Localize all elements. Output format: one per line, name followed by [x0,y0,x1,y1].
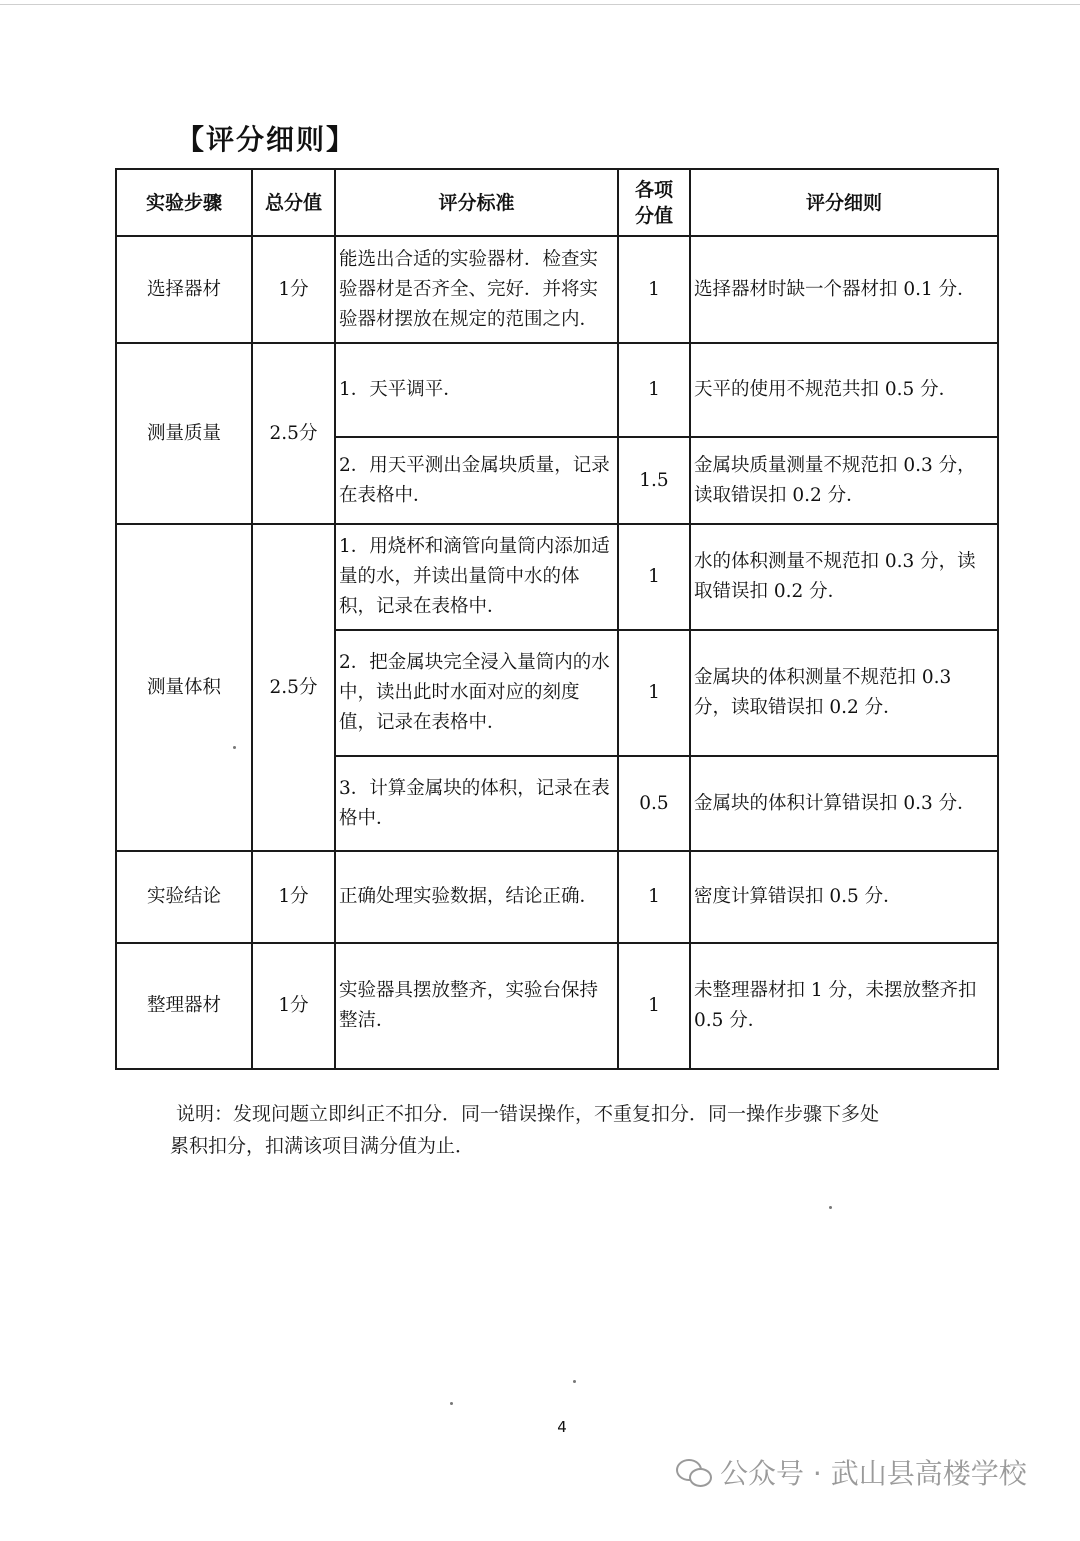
points-cell: 1 [618,630,690,756]
points-cell: 1 [618,943,690,1069]
points-cell: 1.5 [618,437,690,524]
step-cell: 测量质量 [116,343,252,524]
scan-speck [233,746,236,749]
note-line-1: 说明：发现问题立即纠正不扣分．同一错误操作，不重复扣分．同一操作步骤下多处 [176,1103,880,1125]
details-cell: 天平的使用不规范共扣 0.5 分． [690,343,998,437]
grading-table [115,168,999,1070]
section-title: 【评分细则】 [176,123,357,156]
criteria-cell: 能选出合适的实验器材．检查实验器材是否齐全、完好．并将实验器材摆放在规定的范围之内． [335,236,618,343]
step-cell: 测量体积 [116,524,252,851]
note-line-2: 累积扣分，扣满该项目满分值为止． [170,1135,475,1157]
points-cell: 1 [618,236,690,343]
scan-edge-line [0,4,1080,5]
wechat-icon [676,1457,710,1487]
step-cell: 整理器材 [116,943,252,1069]
criteria-cell: 1．用烧杯和滴管向量筒内添加适量的水，并读出量筒中水的体积，记录在表格中． [335,524,618,630]
details-cell: 水的体积测量不规范扣 0.3 分，读取错误扣 0.2 分． [690,524,998,630]
criteria-cell: 2．用天平测出金属块质量，记录在表格中． [335,437,618,524]
header-total: 总分值 [252,169,335,236]
table-row [116,851,998,943]
criteria-cell: 正确处理实验数据，结论正确． [335,851,618,943]
criteria-cell: 2．把金属块完全浸入量筒内的水中，读出此时水面对应的刻度值，记录在表格中． [335,630,618,756]
note-paragraph [170,1098,956,1162]
total-cell: 1分 [252,236,335,343]
total-cell: 1分 [252,851,335,943]
details-cell: 金属块的体积计算错误扣 0.3 分． [690,756,998,851]
scan-speck [573,1380,576,1383]
header-points: 各项分值 [618,169,690,236]
table-row [116,524,998,630]
table-header-row [116,169,998,236]
details-cell: 金属块的体积测量不规范扣 0.3 分，读取错误扣 0.2 分． [690,630,998,756]
points-cell: 1 [618,524,690,630]
footer-text: 公众号 · 武山县高楼学校 [720,1457,1027,1490]
criteria-cell: 实验器具摆放整齐，实验台保持整洁． [335,943,618,1069]
total-cell: 1分 [252,943,335,1069]
scan-speck [829,1206,832,1209]
details-cell: 金属块质量测量不规范扣 0.3 分，读取错误扣 0.2 分． [690,437,998,524]
points-cell: 1 [618,851,690,943]
total-cell: 2.5分 [252,524,335,851]
header-criteria: 评分标准 [335,169,618,236]
details-cell: 未整理器材扣 1 分，未摆放整齐扣 0.5 分． [690,943,998,1069]
header-details: 评分细则 [690,169,998,236]
table-row [116,943,998,1069]
points-cell: 1 [618,343,690,437]
scan-speck [450,1402,453,1405]
header-step: 实验步骤 [116,169,252,236]
page-number: 4 [557,1418,567,1436]
criteria-cell: 1．天平调平． [335,343,618,437]
details-cell: 密度计算错误扣 0.5 分． [690,851,998,943]
details-cell: 选择器材时缺一个器材扣 0.1 分． [690,236,998,343]
table-row [116,343,998,437]
step-cell: 实验结论 [116,851,252,943]
table-row [116,236,998,343]
total-cell: 2.5分 [252,343,335,524]
points-cell: 0.5 [618,756,690,851]
criteria-cell: 3．计算金属块的体积，记录在表格中． [335,756,618,851]
step-cell: 选择器材 [116,236,252,343]
watermark-footer [676,1452,1027,1492]
